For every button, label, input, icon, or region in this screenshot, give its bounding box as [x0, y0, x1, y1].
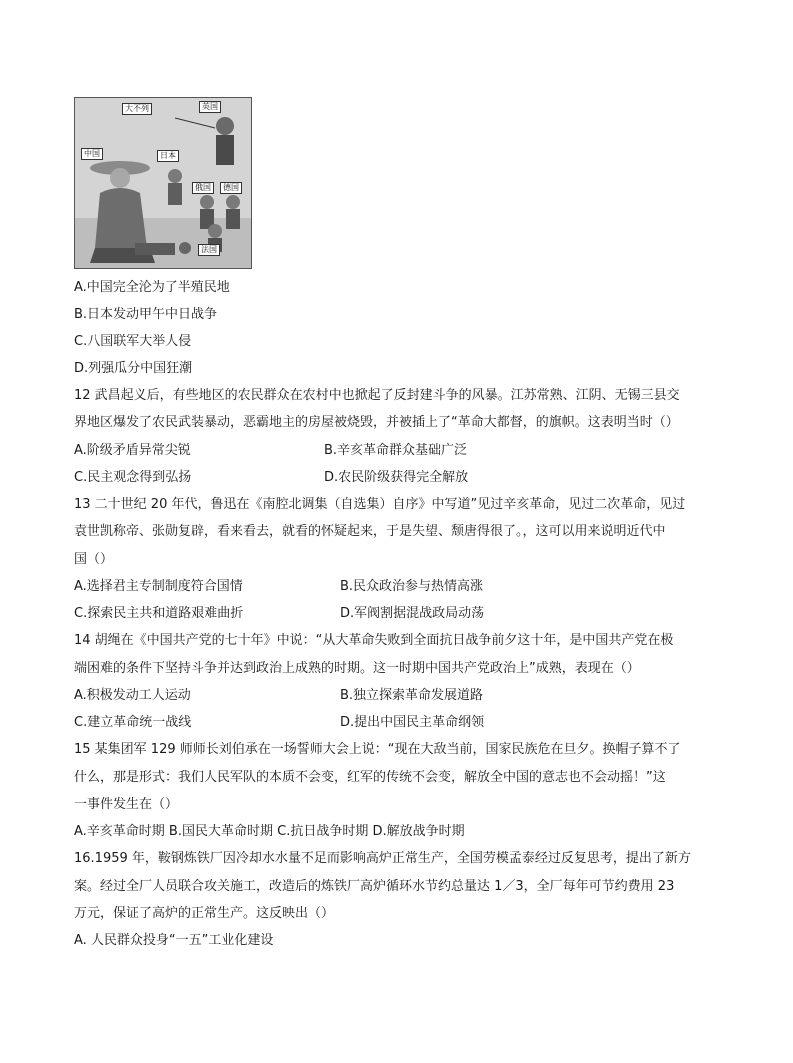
q15-stem-line-2: 什么，那是形式：我们人民军队的本质不会变，红军的传统不会变，解放全中国的意志也不会动摇！”这	[74, 770, 666, 785]
q12-options-row-2	[74, 469, 469, 487]
q13-option-c: C.探索民主共和道路艰难曲折	[74, 606, 244, 621]
label-japan: 日本	[157, 150, 179, 162]
q15-stem-line-1: 15 某集团军 129 师师长刘伯承在一场誓师大会上说：“现在大敌当前，国家民族危在旦夕。换帽子算不了	[74, 742, 681, 757]
q12-stem-line-2: 界地区爆发了农民武装暴动，恶霸地主的房屋被烧毁，并被插上了“革命大都督，的旗帜。这表明当时（）	[74, 415, 679, 430]
q11-option-b: B.日本发动甲午中日战争	[74, 307, 218, 322]
q12-options-row-1	[74, 442, 468, 460]
q14-options-row-2	[74, 714, 485, 732]
q11-option-c: C.八国联军大举人侵	[74, 334, 192, 349]
q14-option-c: C.建立革命统一战线	[74, 715, 192, 730]
label-china: 中国	[81, 148, 103, 160]
label-russia: 俄国	[192, 182, 214, 194]
q11-option-a: A.中国完全沦为了半殖民地	[74, 280, 230, 295]
q15-stem-line-3: 一事件发生在（）	[74, 797, 179, 812]
label-france: 法国	[198, 244, 220, 256]
label-uk: 英国	[199, 101, 221, 113]
q11-option-d: D.列强瓜分中国狂潮	[74, 361, 193, 376]
q15-options: A.辛亥革命时期 B.国民大革命时期 C.抗日战争时期 D.解放战争时期	[74, 824, 465, 839]
q16-stem-line-2: 案。经过全厂人员联合攻关施工，改造后的炼铁厂高炉循环水节约总量达 1／3，全厂每年可节约费用 23	[74, 879, 675, 894]
historical-cartoon-image	[74, 97, 252, 269]
q13-option-a: A.选择君主专制制度符合国情	[74, 579, 243, 594]
q12-option-a: A.阶级矛盾异常尖锐	[74, 443, 191, 458]
q13-options-row-1	[74, 578, 484, 596]
q14-option-d: D.提出中国民主革命纲领	[340, 715, 485, 730]
q13-option-d: D.军阀割据混战政局动荡	[340, 606, 485, 621]
label-germany: 德国	[220, 182, 242, 194]
q14-stem-line-2: 端困难的条件下坚持斗争并达到政治上成熟的时期。这一时期中国共产党政治上”成熟，表现在（）	[74, 661, 640, 676]
q13-options-row-2	[74, 605, 485, 623]
q12-option-c: C.民主观念得到弘扬	[74, 470, 192, 485]
q14-options-row-1	[74, 687, 484, 705]
q12-stem-line-1: 12 武昌起义后，有些地区的农民群众在农村中也掀起了反封建斗争的风暴。江苏常熟、江阴、无锡三县交	[74, 388, 680, 403]
q12-option-d: D.农民阶级获得完全解放	[324, 470, 469, 485]
q12-option-b: B.辛亥革命群众基础广泛	[324, 443, 468, 458]
q14-option-b: B.独立探索革命发展道路	[340, 688, 484, 703]
q13-option-b: B.民众政治参与热情高涨	[340, 579, 484, 594]
q13-stem-line-3: 国（）	[74, 552, 114, 567]
q13-stem-line-2: 袁世凯称帝、张勋复辟，看来看去，就看的怀疑起来，于是失望、颓唐得很了。，这可以用来说明近代中	[74, 524, 666, 539]
q16-stem-line-3: 万元，保证了高炉的正常生产。这反映出（）	[74, 906, 335, 921]
q13-stem-line-1: 13 二十世纪 20 年代，鲁迅在《南腔北调集（自选集）自序》中写道”见过辛亥革命，见过二次革命，见过	[74, 497, 686, 512]
q16-option-a: A. 人民群众投身“一五”工业化建设	[74, 933, 274, 948]
label-britain: 大不列	[122, 103, 152, 115]
q14-option-a: A.积极发动工人运动	[74, 688, 191, 703]
q14-stem-line-1: 14 胡绳在《中国共产党的七十年》中说：“从大革命失败到全面抗日战争前夕这十年，是中国共产党在极	[74, 633, 674, 648]
q16-stem-line-1: 16.1959 年，鞍钢炼铁厂因冷却水水量不足而影响高炉正常生产，全国劳模孟泰经过反复思考，提出了新方	[74, 851, 691, 866]
